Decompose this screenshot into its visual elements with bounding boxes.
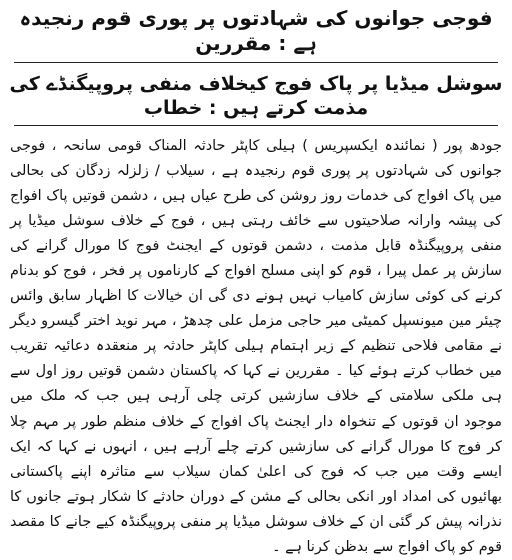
headline-divider bbox=[14, 62, 498, 63]
subheadline-divider bbox=[14, 125, 498, 126]
headline-sub: سوشل میڈیا پر پاک فوج کیخلاف منفی پروپیگنڈے کی مذمت کرتے ہیں : خطاب bbox=[8, 73, 504, 121]
article-paragraph: جودھ پور ( نمائندہ ایکسپریس ) ہیلی کاپٹر حادثہ المناک قومی سانحہ ، فوجی جوانوں کی شہادتوں پر پوری قوم رنجیدہ ہے ، سیلاب / زلزلہ زدگان کی بحالی میں پاک افواج کی خدمات روز روشن کی طرح عیاں ہیں ، دشمن قوتیں پاک افواج کی پیشہ وارانہ صلاحیتوں سے خائف رہتی ہیں ، فوج کے خلاف سوشل میڈیا پر منفی پروپیگنڈہ قابل مذمت ، دشمن قوتوں کے ایجنٹ فوج کا مورال گرانے کی سازش پر عمل پیرا ، قوم کو اپنی مسلح افواج کے کارناموں پر فخر ، فوج کو بدنام کرنے کی کوئی سازش کامیاب نہیں ہونے دی گی ان خیالات کا اظہار سابق وائس چیئر مین میونسپل کمیٹی میر حاجی مزمل علی چدھڑ ، مہر نوید اختر گیسرو دیگر نے مقامی فلاحی تنظیم کے زیر اہتمام ہیلی کاپٹر حادثہ پر منعقدہ دعائیہ تقریب میں خطاب کرتے ہوئے کیا ۔ مقررین نے کہا کہ پاکستان دشمن قوتیں روز اول سے ہی ملکی سلامتی کے خلاف سازشیں کرتی چلی آرہی ہیں جب کہ ملک میں موجود ان قوتوں کے تنخواہ دار ایجنٹ پاک افواج کے خلاف منظم طور پر مہم چلا کر فوج کا مورال گرانے کی سازشیں کرتے چلے آرہے ہیں ، انہوں نے کہا کہ ایک ایسے وقت میں جب کہ فوج کی اعلیٰ کمان سیلاب سے متاثرہ اپنے پاکستانی بھائیوں کی امداد اور انکی بحالی کے مشن کے دوران حادثے کا شکار ہوتے جانوں کا نذرانہ پیش کر گئی ان کے خلاف سوشل میڈیا پر منفی پروپیگنڈہ کیے جانے کا مقصد قوم کو پاک افواج سے بدظن کرنا ہے ۔ bbox=[10, 134, 502, 560]
article-body bbox=[8, 134, 504, 560]
headline-main: فوجی جوانوں کی شہادتوں پر پوری قوم رنجیدہ ہے : مقررین bbox=[8, 6, 504, 56]
